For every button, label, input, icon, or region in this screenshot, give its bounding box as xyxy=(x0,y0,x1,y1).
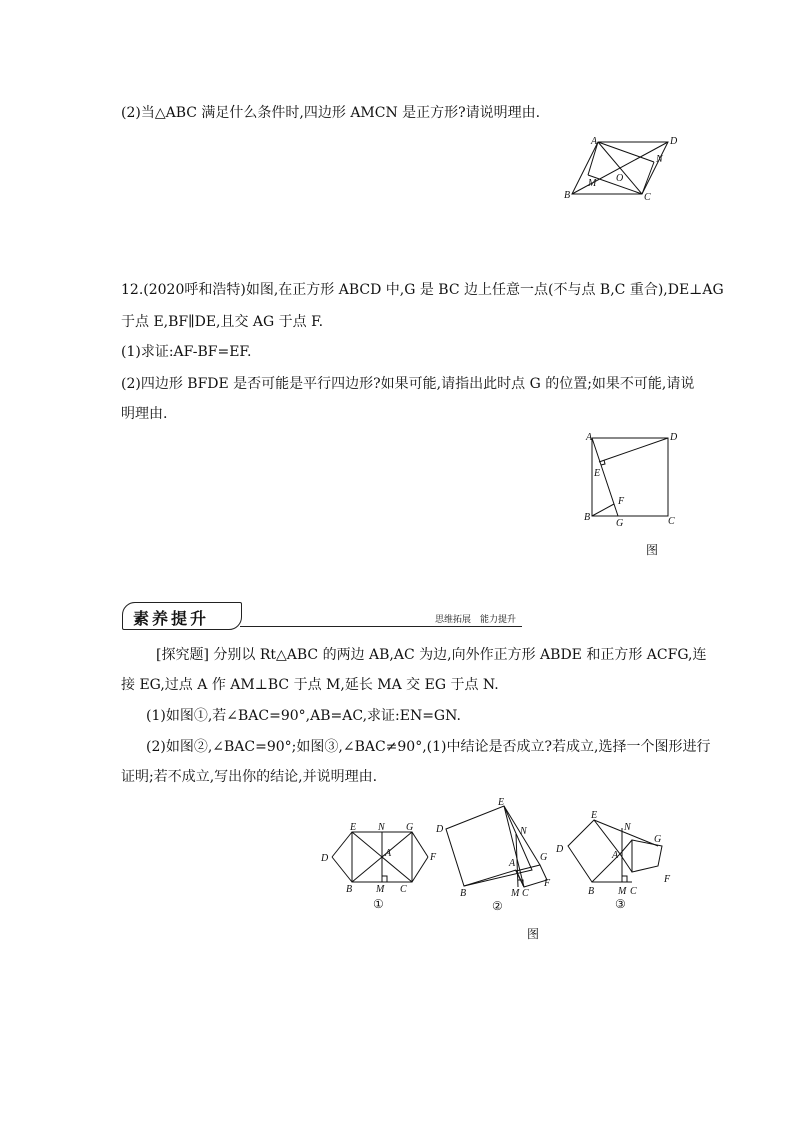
q12-stem-line2: 于点 E,BF∥DE,且交 AG 于点 F. xyxy=(121,314,324,330)
explore-part2-line1: (2)如图②,∠BAC=90°;如图③,∠BAC≠90°,(1)中结论是否成立?若成立,选择一个图形进行 xyxy=(146,739,711,755)
explore-line2: 接 EG,过点 A 作 AM⊥BC 于点 M,延长 MA 交 EG 于点 N. xyxy=(121,677,499,693)
point-label: G xyxy=(540,852,548,863)
point-label: D xyxy=(436,824,444,835)
point-label: N xyxy=(520,826,527,837)
point-label: N xyxy=(624,822,631,833)
point-label: D xyxy=(556,844,564,855)
banner-rule xyxy=(240,626,522,627)
q12-part2-line1: (2)四边形 BFDE 是否可能是平行四边形?如果可能,请指出此时点 G 的位置;如果不可能,请说 xyxy=(121,376,695,392)
explore-figure-caption: 图 xyxy=(527,927,540,941)
point-label: D xyxy=(670,432,678,443)
point-label: E xyxy=(591,810,598,821)
point-label: A xyxy=(612,850,619,861)
point-label: D xyxy=(321,853,329,864)
figure-number: ① xyxy=(373,897,384,911)
figure-1 xyxy=(316,818,444,914)
figure-number: ③ xyxy=(615,897,626,911)
banner-box xyxy=(122,602,242,630)
point-label: G xyxy=(616,518,624,529)
square-figure xyxy=(578,428,682,532)
figure-3 xyxy=(548,806,682,912)
point-label: N xyxy=(378,822,385,833)
point-label: F xyxy=(618,496,625,507)
explore-part1: (1)如图①,若∠BAC=90°,AB=AC,求证:EN=GN. xyxy=(146,708,461,724)
q12-part2-line2: 明理由. xyxy=(121,406,168,422)
q12-stem-line1: 12.(2020呼和浩特)如图,在正方形 ABCD 中,G 是 BC 边上任意一点(不与点 B,C 重合),DE⊥AG xyxy=(121,282,724,298)
point-label: B xyxy=(584,512,591,523)
point-label: C xyxy=(400,884,407,895)
point-label: C xyxy=(644,192,651,203)
point-label: F xyxy=(544,878,551,889)
point-label: E xyxy=(350,822,357,833)
point-label: A xyxy=(586,432,593,443)
point-label: F xyxy=(430,852,437,863)
point-label: N xyxy=(656,154,663,165)
explore-part2-line2: 证明;若不成立,写出你的结论,并说明理由. xyxy=(121,769,378,785)
point-label: F xyxy=(664,874,671,885)
point-label: C xyxy=(630,886,637,897)
figure-number: ② xyxy=(492,899,503,913)
point-label: M xyxy=(588,178,597,189)
point-label: E xyxy=(498,797,505,808)
point-label: A xyxy=(509,858,516,869)
q12-part1: (1)求证:AF-BF=EF. xyxy=(121,344,252,360)
point-label: E xyxy=(594,468,601,479)
q11-part2-text: (2)当△ABC 满足什么条件时,四边形 AMCN 是正方形?请说明理由. xyxy=(121,105,541,121)
point-label: C xyxy=(668,516,675,527)
explore-line1: [探究题] 分别以 Rt△ABC 的两边 AB,AC 为边,向外作正方形 ABDE 和正方形 ACFG,连 xyxy=(156,647,707,663)
point-label: A xyxy=(385,848,392,859)
point-label: B xyxy=(346,884,353,895)
point-label: D xyxy=(670,136,678,147)
section-title: 素养提升 xyxy=(133,609,210,628)
point-label: G xyxy=(654,834,662,845)
point-label: M xyxy=(376,884,385,895)
parallelogram-figure xyxy=(560,134,680,204)
point-label: O xyxy=(616,173,624,184)
section-subtitle: 思维拓展 能力提升 xyxy=(434,615,516,625)
point-label: B xyxy=(460,888,467,899)
figure-2 xyxy=(432,796,560,914)
point-label: B xyxy=(564,190,571,201)
point-label: M xyxy=(511,888,520,899)
point-label: G xyxy=(406,822,414,833)
point-label: C xyxy=(522,888,529,899)
q12-figure-caption: 图 xyxy=(646,543,659,557)
point-label: M xyxy=(618,886,627,897)
section-banner xyxy=(122,602,522,632)
point-label: A xyxy=(591,136,598,147)
point-label: B xyxy=(588,886,595,897)
